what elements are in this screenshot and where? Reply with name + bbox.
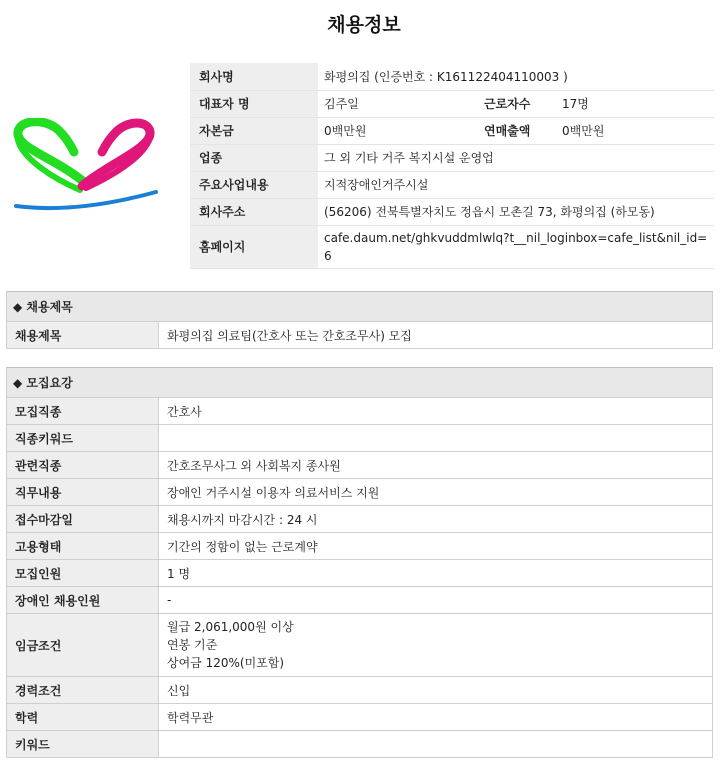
sales-label: 연매출액 xyxy=(484,124,531,138)
table-row xyxy=(7,614,713,677)
company-row-ceo xyxy=(190,90,714,117)
address-label: 회사주소 xyxy=(190,198,318,225)
keyword-label: 키워드 xyxy=(7,731,159,758)
business-value: 지적장애인거주시설 xyxy=(324,178,429,192)
wage-label: 임금조건 xyxy=(7,614,159,677)
job-title-table xyxy=(6,321,713,349)
company-logo xyxy=(12,118,160,218)
table-row xyxy=(7,452,713,479)
education-value: 학력무관 xyxy=(159,704,713,731)
heart-logo-icon xyxy=(12,118,160,218)
wage-line: 상여금 120%(미포함) xyxy=(167,656,285,670)
related-occupation-value: 간호조무사그 외 사회복지 종사원 xyxy=(159,452,713,479)
table-row xyxy=(7,506,713,533)
sales-value: 0백만원 xyxy=(562,124,605,138)
ceo-label: 대표자 명 xyxy=(190,90,318,117)
company-info-table xyxy=(190,63,714,269)
table-row xyxy=(7,704,713,731)
wage-value xyxy=(159,614,713,677)
occupation-keyword-label: 직종키워드 xyxy=(7,425,159,452)
table-row xyxy=(7,587,713,614)
company-row-capital xyxy=(190,117,714,144)
table-row xyxy=(7,560,713,587)
wage-line: 연봉 기준 xyxy=(167,638,218,652)
deadline-value: 채용시까지 마감시간 : 24 시 xyxy=(159,506,713,533)
experience-label: 경력조건 xyxy=(7,677,159,704)
capital-label: 자본금 xyxy=(190,117,318,144)
employment-type-label: 고용형태 xyxy=(7,533,159,560)
table-row xyxy=(7,533,713,560)
keyword-value xyxy=(159,731,713,758)
headcount-label: 모집인원 xyxy=(7,560,159,587)
company-row-industry xyxy=(190,144,714,171)
job-title-value: 화평의집 의료팀(간호사 또는 간호조무사) 모집 xyxy=(159,322,713,349)
table-row xyxy=(7,731,713,758)
company-row-business xyxy=(190,171,714,198)
occupation-value: 간호사 xyxy=(159,398,713,425)
company-name-value: 화평의집 (인증번호 : K161122404110003 ) xyxy=(324,69,568,84)
experience-value: 신입 xyxy=(159,677,713,704)
job-title-section-header: ◆ 채용제목 xyxy=(6,291,713,321)
page-title: 채용정보 xyxy=(327,14,401,36)
company-row-homepage xyxy=(190,225,714,268)
employees-value: 17명 xyxy=(562,97,589,111)
table-row xyxy=(7,425,713,452)
industry-value: 그 외 기타 거주 복지시설 운영업 xyxy=(324,151,494,165)
disabled-hiring-label: 장애인 채용인원 xyxy=(7,587,159,614)
address-value: (56206) 전북특별자치도 정읍시 모촌길 73, 화평의집 (하모동) xyxy=(324,205,655,219)
requirements-table xyxy=(6,397,713,758)
occupation-keyword-value xyxy=(159,425,713,452)
company-name-label: 회사명 xyxy=(190,63,318,90)
homepage-label: 홈페이지 xyxy=(190,225,318,268)
company-row-name xyxy=(190,63,714,90)
job-title-label: 채용제목 xyxy=(7,322,159,349)
education-label: 학력 xyxy=(7,704,159,731)
employees-label: 근로자수 xyxy=(484,97,531,111)
job-title-row xyxy=(7,322,713,349)
requirements-section-header: ◆ 모집요강 xyxy=(6,367,713,397)
job-description-label: 직무내용 xyxy=(7,479,159,506)
company-row-address xyxy=(190,198,714,225)
capital-value: 0백만원 xyxy=(324,124,367,138)
table-row xyxy=(7,398,713,425)
job-description-value: 장애인 거주시설 이용자 의료서비스 지원 xyxy=(159,479,713,506)
wage-line: 월급 2,061,000원 이상 xyxy=(167,620,294,634)
employment-type-value: 기간의 정함이 없는 근로계약 xyxy=(159,533,713,560)
requirements-section xyxy=(6,367,713,758)
related-occupation-label: 관련직종 xyxy=(7,452,159,479)
table-row xyxy=(7,479,713,506)
ceo-value: 김주일 xyxy=(324,97,359,111)
industry-label: 업종 xyxy=(190,144,318,171)
business-label: 주요사업내용 xyxy=(190,171,318,198)
homepage-link[interactable]: cafe.daum.net/ghkvuddmlwlq?t__nil_loginbox=cafe_list&nil_id=6 xyxy=(324,230,708,263)
headcount-value: 1 명 xyxy=(159,560,713,587)
disabled-hiring-value: - xyxy=(159,587,713,614)
occupation-label: 모집직종 xyxy=(7,398,159,425)
job-title-section xyxy=(6,291,713,349)
table-row xyxy=(7,677,713,704)
deadline-label: 접수마감일 xyxy=(7,506,159,533)
